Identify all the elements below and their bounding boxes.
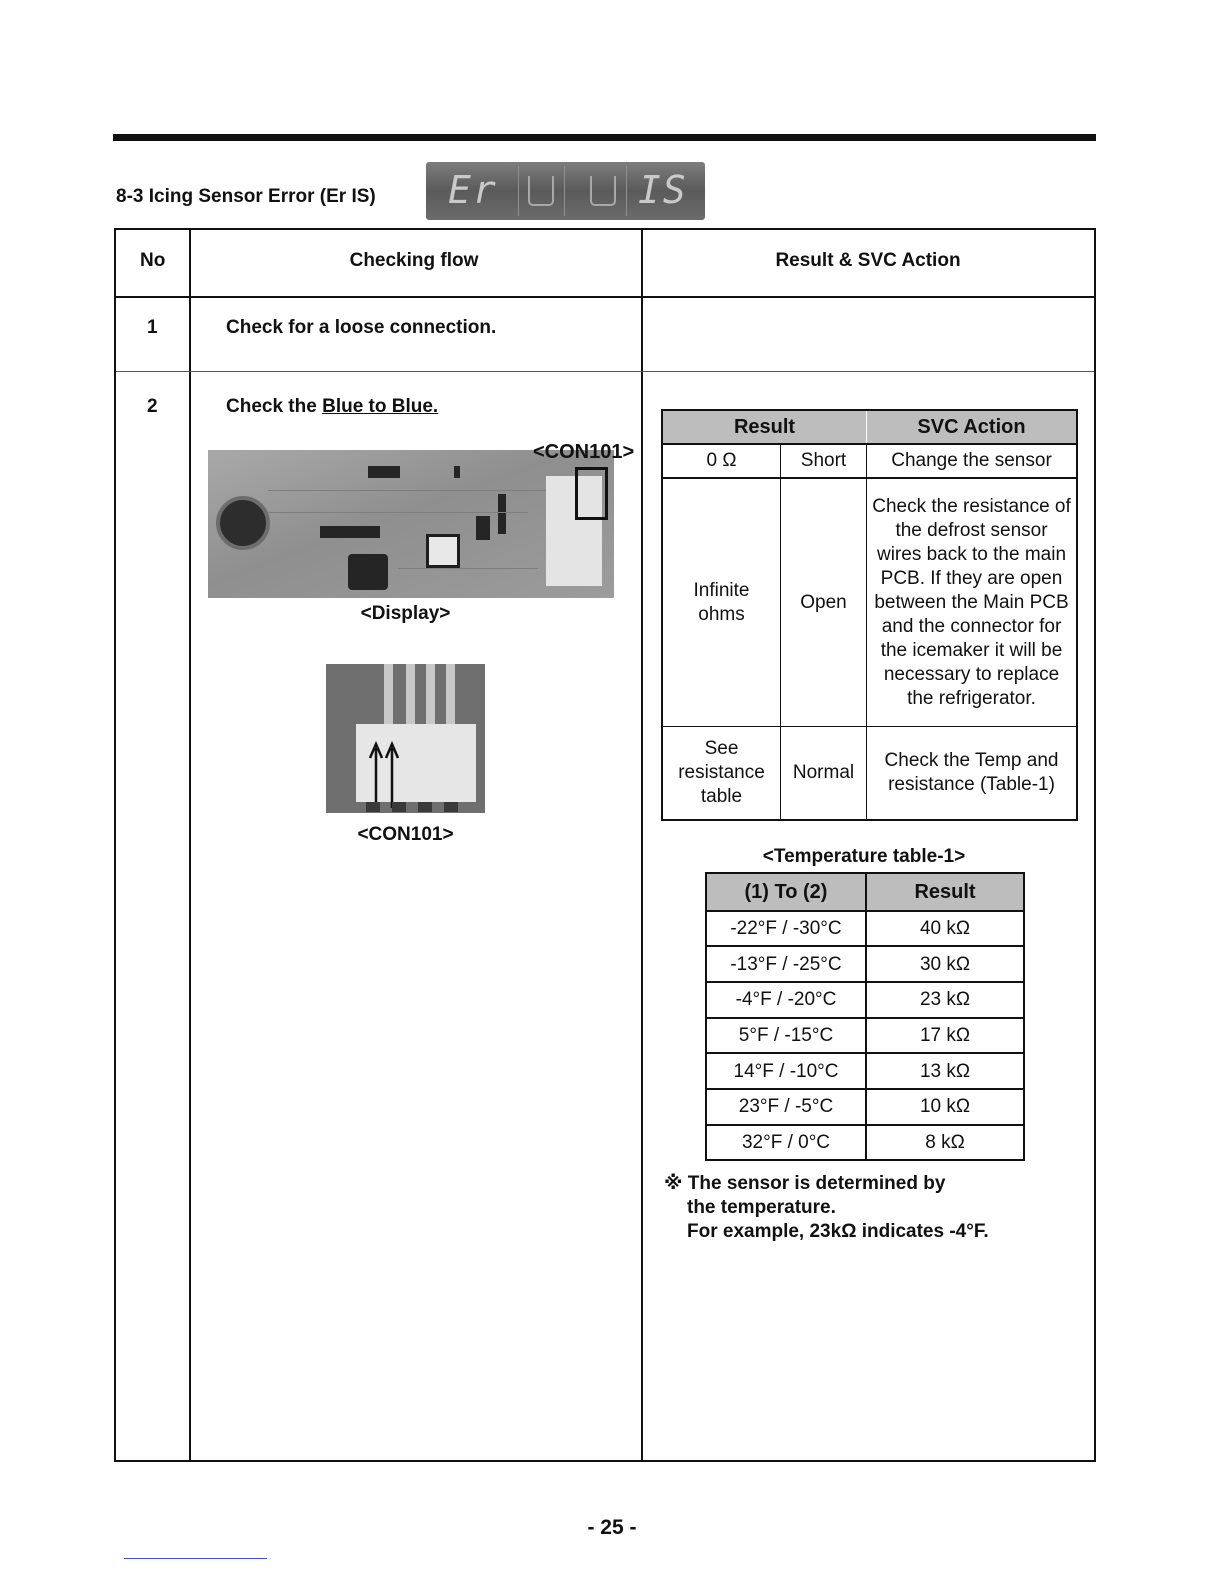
step-text — [226, 396, 438, 418]
connector-caption: <CON101> — [357, 824, 454, 845]
note-line: the temperature. — [687, 1197, 836, 1218]
temp-cell: -13°F / -25°C — [730, 954, 842, 975]
con101-connector-photo — [326, 664, 485, 813]
svc-reading: Infinite ohms — [693, 579, 750, 625]
con101-highlight-box — [575, 467, 608, 520]
con101-label: <CON101> — [533, 441, 635, 463]
note-line: The sensor is determined by — [687, 1173, 946, 1194]
step-text-prefix: Check the — [226, 396, 323, 417]
temperature-table-title: <Temperature table-1> — [762, 846, 966, 867]
svc-state: Short — [800, 450, 847, 471]
header-result-action: Result & SVC Action — [775, 250, 961, 271]
bottom-link-line — [124, 1558, 267, 1559]
resistance-cell: 8 kΩ — [925, 1132, 965, 1153]
temperature-table — [705, 872, 1025, 1161]
header-no: No — [140, 250, 166, 271]
resistance-cell: 30 kΩ — [919, 954, 971, 975]
svc-header-result: Result — [663, 411, 866, 443]
resistance-cell: 17 kΩ — [919, 1025, 971, 1046]
temp-cell: -4°F / -20°C — [735, 989, 837, 1010]
resistance-cell: 13 kΩ — [919, 1061, 971, 1082]
display-pcb-photo — [208, 450, 614, 598]
svc-header-action: SVC Action — [867, 411, 1076, 443]
blue-to-blue-link: Blue to Blue. — [322, 396, 439, 417]
sensor-note — [664, 1172, 989, 1244]
temp-cell: 5°F / -15°C — [738, 1025, 834, 1046]
water-cup-icon — [528, 176, 554, 206]
step-text: Check for a loose connection. — [226, 317, 497, 338]
header-checking-flow: Checking flow — [349, 250, 479, 271]
svc-state: Normal — [792, 762, 855, 783]
resistance-cell: 40 kΩ — [919, 918, 971, 939]
svc-action: Change the sensor — [891, 450, 1052, 471]
svc-reading: See resistance table — [678, 738, 765, 807]
temp-cell: -22°F / -30°C — [730, 918, 842, 939]
svc-state: Open — [800, 591, 847, 613]
buzzer — [216, 496, 270, 550]
section-title: 8-3 Icing Sensor Error (Er IS) — [116, 186, 376, 207]
temp-cell: 23°F / -5°C — [738, 1096, 834, 1117]
display-caption: <Display> — [360, 603, 451, 624]
temp-header-result: Result — [867, 874, 1023, 910]
temp-cell: 32°F / 0°C — [741, 1132, 831, 1153]
svc-action: Check the resistance of the defrost sensor wires back to the main PCB. If they are open between the Main PCB and the connector for the icemaker it will be necessary to replace the refrigerator. — [872, 495, 1071, 709]
error-code-right: IS — [638, 168, 688, 212]
note-line: For example, 23kΩ indicates -4°F. — [687, 1221, 989, 1242]
svc-action: Check the Temp and resistance (Table-1) — [884, 750, 1059, 795]
error-code-left: Er — [448, 168, 498, 212]
resistance-cell: 23 kΩ — [919, 989, 971, 1010]
page-number: - 25 - — [587, 1516, 637, 1539]
svc-reading: 0 Ω — [706, 450, 737, 471]
top-rule — [113, 134, 1096, 141]
row-number: 1 — [147, 317, 158, 338]
temp-header-range: (1) To (2) — [707, 874, 865, 910]
error-code-display — [426, 162, 705, 220]
temp-cell: 14°F / -10°C — [733, 1061, 839, 1082]
resistance-cell: 10 kΩ — [919, 1096, 971, 1117]
ice-cup-icon — [590, 176, 616, 206]
svc-action-table — [661, 409, 1078, 821]
row-number: 2 — [147, 396, 158, 417]
arrow-up-icon — [366, 740, 406, 810]
note-symbol: ※ — [664, 1173, 683, 1194]
